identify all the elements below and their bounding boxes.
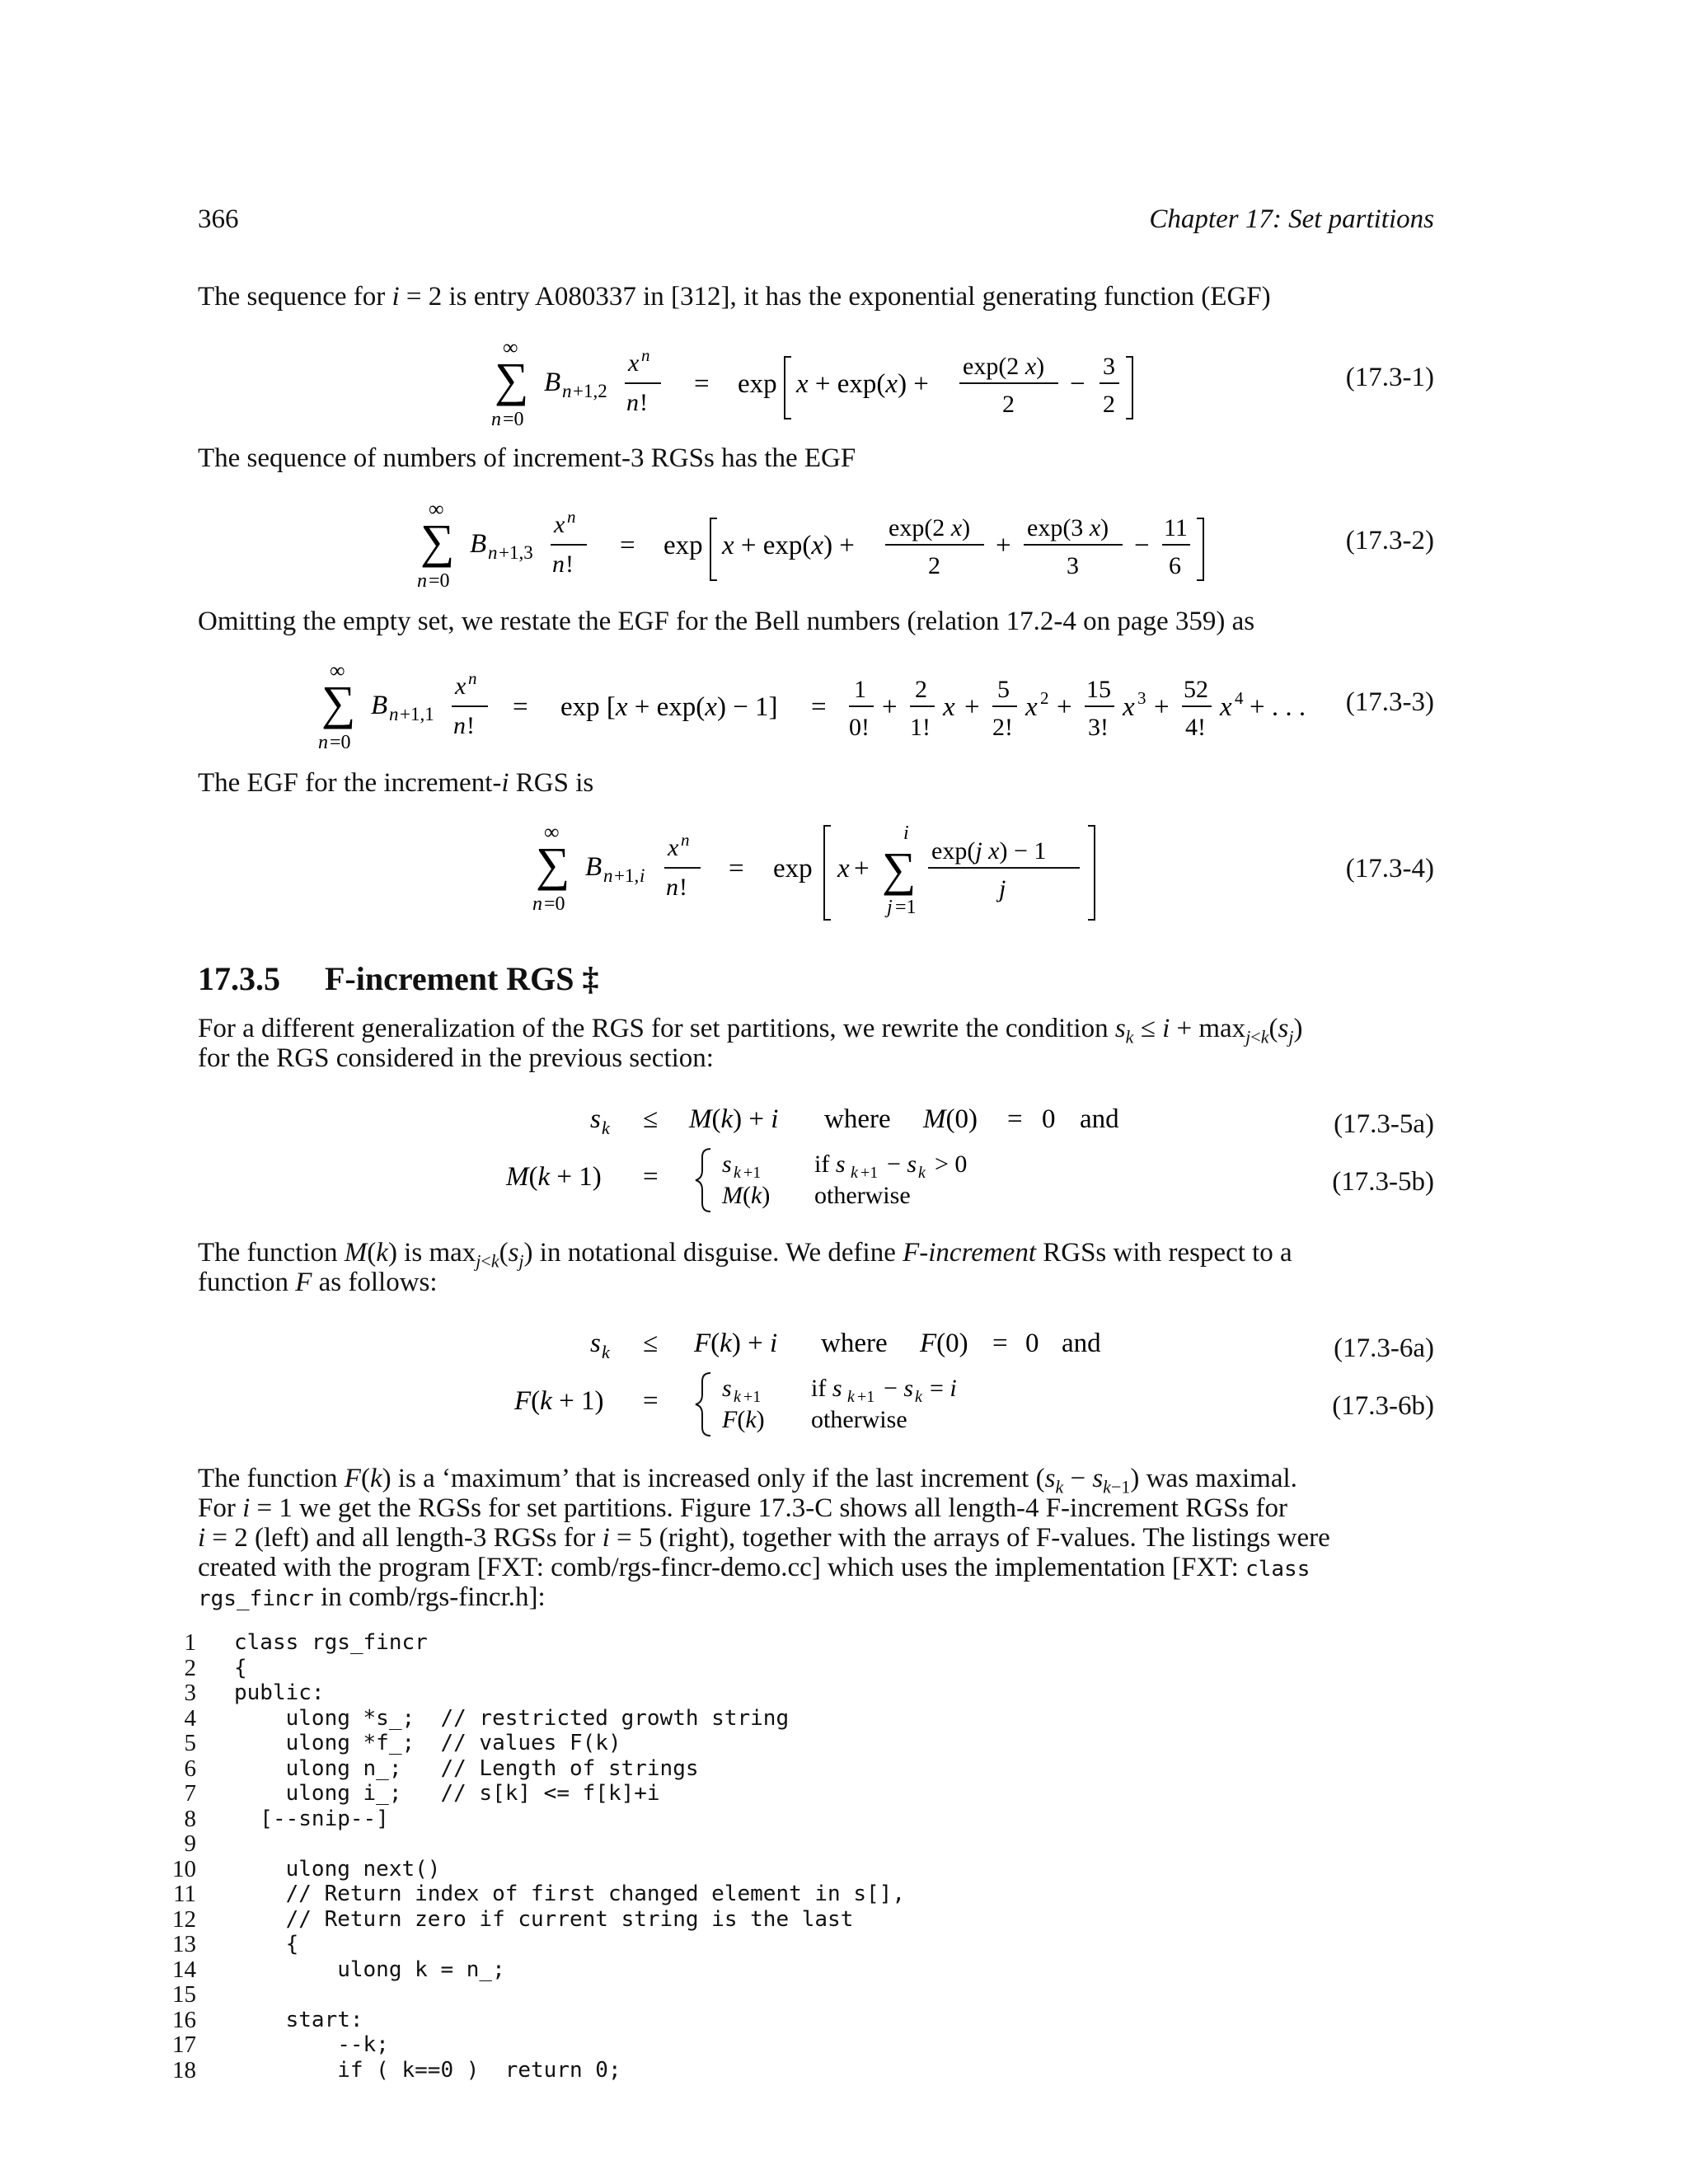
svg-text:=: = <box>620 531 635 560</box>
code-line-number: 2 <box>184 1654 196 1681</box>
svg-text:!: ! <box>640 389 648 416</box>
code-line-number: 10 <box>172 1855 196 1882</box>
svg-text:n: n <box>468 668 477 688</box>
svg-text:+ . . .: + . . . <box>1250 692 1306 722</box>
svg-text:+: + <box>964 692 980 722</box>
svg-text:2: 2 <box>1040 688 1049 708</box>
svg-text:x: x <box>455 673 467 700</box>
code-line: class rgs_fincr <box>234 1630 428 1655</box>
code-line: ulong n_; // Length of strings <box>234 1755 699 1781</box>
code-line-number: 14 <box>172 1956 196 1983</box>
equation-number-17-3-6b: (17.3-6b) <box>1332 1391 1434 1421</box>
svg-text:B: B <box>585 852 603 882</box>
svg-text:exp: exp <box>773 854 813 883</box>
svg-text:3: 3 <box>1137 688 1146 708</box>
svg-text:=: = <box>811 692 827 722</box>
svg-text:0: 0 <box>1025 1329 1039 1358</box>
code-line: if ( k==0 ) return 0; <box>234 2057 621 2083</box>
svg-text:x: x <box>1123 692 1135 722</box>
svg-text:∞: ∞ <box>330 659 345 682</box>
svg-text:where: where <box>824 1104 891 1134</box>
code-line-number: 6 <box>184 1755 196 1782</box>
svg-text:exp [x + exp(x) − 1]: exp [x + exp(x) − 1] <box>560 692 778 722</box>
svg-text:x: x <box>668 834 679 861</box>
equation-number-17-3-5b: (17.3-5b) <box>1332 1167 1434 1197</box>
svg-text:F(k + 1): F(k + 1) <box>514 1386 604 1416</box>
svg-text:j: j <box>887 897 893 918</box>
code-line-number: 12 <box>172 1905 196 1933</box>
svg-text:+1: +1 <box>743 1164 762 1182</box>
paragraph-function-m-line2: function F as follows: <box>198 1268 438 1297</box>
svg-text:exp(3 x): exp(3 x) <box>1027 514 1109 541</box>
svg-text:n: n <box>488 542 498 563</box>
svg-text:5: 5 <box>997 676 1010 703</box>
svg-text:=: = <box>729 854 744 883</box>
code-line: start: <box>234 2007 363 2032</box>
svg-text:k: k <box>734 1388 741 1406</box>
svg-text:k: k <box>915 1388 922 1406</box>
equation-number-17-3-3: (17.3-3) <box>1345 687 1434 717</box>
svg-text:if s: if s <box>814 1151 846 1178</box>
svg-text:s: s <box>590 1104 601 1134</box>
svg-text:= i: = i <box>930 1375 957 1402</box>
svg-text:0: 0 <box>1042 1104 1056 1134</box>
code-line: { <box>234 1655 247 1680</box>
svg-text:+1,2: +1,2 <box>573 381 607 401</box>
svg-text:and: and <box>1080 1104 1119 1134</box>
svg-text:x: x <box>943 692 955 722</box>
svg-text:n: n <box>567 507 576 527</box>
svg-text:≤: ≤ <box>643 1104 659 1134</box>
code-line <box>234 1982 905 2008</box>
code-line-number: 15 <box>172 1981 196 2008</box>
code-line-number: 18 <box>172 2056 196 2083</box>
equation-17-3-5 <box>495 1094 1170 1226</box>
svg-text:−: − <box>1070 369 1085 399</box>
svg-text:+1: +1 <box>860 1164 879 1182</box>
svg-text:n: n <box>532 893 542 915</box>
code-listing <box>234 1630 905 2083</box>
svg-text:exp: exp <box>663 531 703 560</box>
svg-text:n: n <box>562 381 572 401</box>
svg-text:2: 2 <box>928 552 940 579</box>
paragraph-increment-i: The EGF for the increment-i RGS is <box>198 768 594 798</box>
svg-text:3: 3 <box>1067 552 1079 579</box>
svg-text:∑: ∑ <box>882 842 917 896</box>
svg-text:2!: 2! <box>992 714 1013 741</box>
code-line: ulong i_; // s[k] <= f[k]+i <box>234 1781 660 1806</box>
svg-text:0!: 0! <box>849 714 870 741</box>
code-line-number: 16 <box>172 2006 196 2033</box>
section-title: F-increment RGS ‡ <box>325 960 599 997</box>
svg-text:B: B <box>544 368 561 397</box>
svg-text:x: x <box>1025 692 1038 722</box>
svg-text:x: x <box>628 349 640 377</box>
svg-text:k: k <box>602 1342 610 1362</box>
svg-text:F(k) + i: F(k) + i <box>694 1329 778 1358</box>
svg-text:!: ! <box>679 874 687 901</box>
code-line-number: 1 <box>184 1629 196 1656</box>
svg-text:n: n <box>626 389 639 416</box>
paragraph-function-f-line2: For i = 1 we get the RGSs for set partitions. Figure 17.3-C shows all length-4 F-increment RGSs for <box>198 1493 1287 1523</box>
svg-text:n: n <box>389 704 399 724</box>
svg-text:+1,1: +1,1 <box>400 704 434 724</box>
svg-text:exp(j x) − 1: exp(j x) − 1 <box>931 837 1047 865</box>
equation-17-3-4 <box>528 821 1121 928</box>
svg-text:k: k <box>851 1164 858 1182</box>
svg-text:2: 2 <box>1103 391 1115 418</box>
svg-text:=: = <box>643 1162 659 1192</box>
svg-text:∞: ∞ <box>503 336 518 359</box>
svg-text:n: n <box>681 830 690 850</box>
code-line-number: 5 <box>184 1730 196 1756</box>
svg-text:2: 2 <box>1002 391 1015 418</box>
svg-text:n: n <box>552 551 565 578</box>
svg-text:∑: ∑ <box>495 353 529 406</box>
svg-text:− s: − s <box>884 1375 914 1402</box>
paragraph-intro: The sequence for i = 2 is entry A080337 in [312], it has the exponential generating function (EGF) <box>198 282 1271 312</box>
svg-text:=0: =0 <box>544 893 565 915</box>
code-line: // Return index of first changed element in s[], <box>234 1882 905 1906</box>
code-line: public: <box>234 1680 325 1705</box>
svg-text:exp(2 x): exp(2 x) <box>889 514 971 541</box>
svg-text:+1: +1 <box>743 1388 762 1406</box>
svg-text:∞: ∞ <box>544 821 560 844</box>
svg-text:F(0): F(0) <box>920 1329 968 1358</box>
equation-number-17-3-1: (17.3-1) <box>1345 363 1434 392</box>
svg-text:− s: − s <box>887 1151 917 1178</box>
code-line: { <box>234 1932 299 1957</box>
svg-text:otherwise: otherwise <box>811 1406 907 1433</box>
svg-text:exp(2 x): exp(2 x) <box>963 353 1045 380</box>
svg-text:!: ! <box>565 551 574 578</box>
svg-text:=: = <box>1007 1104 1023 1134</box>
svg-text:B: B <box>470 529 487 559</box>
svg-text:i: i <box>640 865 645 886</box>
svg-text:=: = <box>643 1386 659 1416</box>
svg-text:k: k <box>918 1164 926 1182</box>
equation-17-3-6 <box>495 1319 1170 1451</box>
svg-text:s: s <box>722 1375 732 1402</box>
equation-17-3-1 <box>486 336 1146 435</box>
code-line-numbers <box>162 1630 196 2083</box>
paragraph-generalization-line1: For a different generalization of the RGS for set partitions, we rewrite the condition $s_k \le i + \max_{j<k}(s_j)$ <box>198 1014 1303 1047</box>
svg-text:∑: ∑ <box>321 676 356 729</box>
code-line: [--snip--] <box>234 1806 389 1831</box>
svg-text:=1: =1 <box>895 897 917 918</box>
svg-text:1!: 1! <box>910 714 931 741</box>
equation-17-3-2 <box>412 498 1220 597</box>
code-line: ulong *f_; // values F(k) <box>234 1731 621 1755</box>
svg-text:=: = <box>992 1329 1008 1358</box>
code-line-number: 7 <box>184 1780 196 1807</box>
code-line-number: 3 <box>184 1680 196 1706</box>
svg-text:3!: 3! <box>1088 714 1109 741</box>
code-line-number: 13 <box>172 1931 196 1957</box>
svg-text:∑: ∑ <box>536 837 570 891</box>
svg-text:+1,: +1, <box>614 865 640 886</box>
svg-text:≤: ≤ <box>643 1329 659 1358</box>
equation-17-3-3 <box>313 659 1327 758</box>
svg-text:15: 15 <box>1086 676 1111 703</box>
equation-number-17-3-6a: (17.3-6a) <box>1334 1333 1434 1363</box>
svg-text:j: j <box>999 875 1006 902</box>
svg-text:4: 4 <box>1235 688 1244 708</box>
code-line: ulong next() <box>234 1856 441 1882</box>
svg-text:4!: 4! <box>1185 714 1206 741</box>
code-line-number: 8 <box>184 1805 196 1832</box>
svg-text:=0: =0 <box>429 570 450 592</box>
code-line: ulong *s_; // restricted growth string <box>234 1705 790 1731</box>
svg-text:k: k <box>734 1164 741 1182</box>
svg-text:n: n <box>491 409 501 430</box>
svg-text:=0: =0 <box>503 409 524 430</box>
svg-text:s: s <box>590 1329 601 1358</box>
equation-number-17-3-2: (17.3-2) <box>1345 526 1434 555</box>
section-number: 17.3.5 <box>198 960 280 997</box>
svg-text:+: + <box>1154 692 1170 722</box>
code-line: // Return zero if current string is the last <box>234 1906 854 1932</box>
svg-text:+1: +1 <box>857 1388 875 1406</box>
svg-text:B: B <box>371 691 388 720</box>
svg-text:i: i <box>903 823 909 844</box>
code-line-number: 11 <box>173 1881 196 1907</box>
paragraph-function-f-line4: created with the program [FXT: comb/rgs-fincr-demo.cc] which uses the implementation [FXT: class <box>198 1553 1311 1582</box>
svg-text:∑: ∑ <box>420 514 455 568</box>
svg-text:n: n <box>603 865 613 886</box>
paragraph-function-f-line3: i = 2 (left) and all length-3 RGSs for i = 5 (right), together with the arrays of F-values. The listings were <box>198 1523 1330 1553</box>
code-line: --k; <box>234 2032 389 2057</box>
svg-text:52: 52 <box>1184 676 1208 703</box>
svg-text:=: = <box>513 692 528 722</box>
svg-text:M(0): M(0) <box>923 1104 978 1134</box>
svg-text:1: 1 <box>854 676 866 703</box>
svg-text:n: n <box>641 345 650 365</box>
svg-text:M(k) + i: M(k) + i <box>689 1104 779 1134</box>
paragraph-function-f-line5: rgs_fincr in comb/rgs-fincr.h]: <box>198 1582 546 1612</box>
svg-text:where: where <box>821 1329 888 1358</box>
svg-text:11: 11 <box>1164 514 1188 541</box>
svg-text:M(k + 1): M(k + 1) <box>506 1162 602 1192</box>
page-number: 366 <box>198 204 239 234</box>
code-line-number: 4 <box>184 1704 196 1732</box>
code-line-number: 9 <box>184 1830 196 1857</box>
svg-text:6: 6 <box>1169 552 1181 579</box>
svg-text:s: s <box>722 1151 732 1178</box>
svg-text:k: k <box>602 1118 610 1138</box>
code-line: ulong k = n_; <box>234 1957 505 1982</box>
svg-text:and: and <box>1062 1329 1101 1358</box>
svg-text:x: x <box>554 511 565 538</box>
equation-number-17-3-5a: (17.3-5a) <box>1334 1109 1434 1139</box>
svg-text:n: n <box>666 874 678 901</box>
code-line-number: 17 <box>172 2032 196 2058</box>
svg-text:+: + <box>854 854 870 883</box>
svg-text:k: k <box>847 1388 855 1406</box>
svg-text:+1,3: +1,3 <box>499 542 533 563</box>
chapter-title: Chapter 17: Set partitions <box>1149 204 1434 234</box>
svg-text:M(k): M(k) <box>722 1182 771 1209</box>
paragraph-generalization-line2: for the RGS considered in the previous section: <box>198 1043 714 1073</box>
code-line <box>234 1831 905 1857</box>
svg-text:n: n <box>417 570 427 592</box>
svg-text:2: 2 <box>915 676 927 703</box>
svg-text:x: x <box>1220 692 1232 722</box>
svg-text:=0: =0 <box>330 732 351 753</box>
svg-text:−: − <box>1134 531 1150 560</box>
svg-text:=: = <box>694 369 710 399</box>
svg-text:exp: exp <box>738 369 777 399</box>
paragraph-increment-3: The sequence of numbers of increment-3 RGSs has the EGF <box>198 443 856 473</box>
svg-text:+: + <box>1057 692 1072 722</box>
svg-text:+: + <box>882 692 898 722</box>
svg-text:F(k): F(k) <box>722 1406 765 1433</box>
paragraph-bell-numbers: Omitting the empty set, we restate the EGF for the Bell numbers (relation 17.2-4 on page 359) as <box>198 607 1255 636</box>
svg-text:!: ! <box>467 712 475 739</box>
paragraph-function-m-line1: The function M(k) is $\max_{j<k}(s_j)$ in notational disguise. We define F-increment RGSs with respect to a <box>198 1238 1292 1272</box>
svg-text:> 0: > 0 <box>935 1151 968 1178</box>
svg-text:if s: if s <box>811 1375 842 1402</box>
svg-text:x: x <box>837 854 850 883</box>
svg-text:3: 3 <box>1103 353 1115 380</box>
svg-text:x + exp(x) +: x + exp(x) + <box>722 531 855 560</box>
svg-text:n: n <box>453 712 466 739</box>
svg-text:otherwise: otherwise <box>814 1182 911 1209</box>
svg-text:n: n <box>318 732 328 753</box>
svg-text:+: + <box>996 531 1011 560</box>
paragraph-function-f-line1: The function F(k) is a ‘maximum’ that is increased only if the last increment $(s_k - s_{k-1})$ was maximal. <box>198 1464 1297 1497</box>
equation-number-17-3-4: (17.3-4) <box>1345 854 1434 883</box>
svg-text:∞: ∞ <box>429 498 444 521</box>
svg-text:x + exp(x) +: x + exp(x) + <box>796 369 929 399</box>
